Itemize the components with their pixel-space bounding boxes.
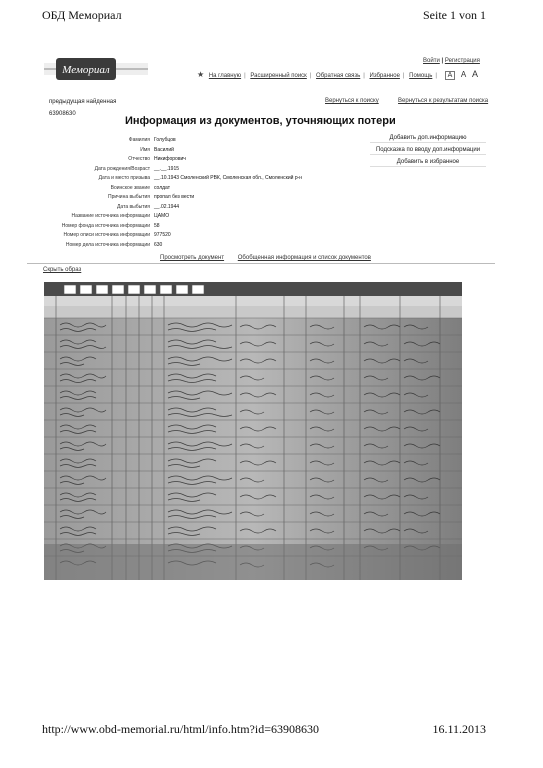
tab-divider <box>27 263 495 264</box>
field-value: 630 <box>154 241 163 248</box>
nav-help[interactable]: Помощь <box>409 73 433 79</box>
field-label: Дата выбытия <box>117 203 150 210</box>
font-size-medium[interactable]: A <box>460 70 467 79</box>
field-label: Отчество <box>128 156 150 162</box>
nav-feedback[interactable]: Обратная связь <box>316 73 361 79</box>
nav-home[interactable]: На главную <box>208 73 242 79</box>
page-title: Информация из документов, уточняющих потери <box>125 115 396 127</box>
memorial-logo[interactable] <box>44 56 148 82</box>
field-value: 977520 <box>154 232 171 238</box>
field-value: __.02.1944 <box>154 203 180 210</box>
add-info-button[interactable]: Добавить доп.информацию <box>370 134 486 143</box>
auth-separator: | <box>441 58 444 64</box>
field-value: Голубцов <box>154 137 176 143</box>
print-footer-date: 16.11.2013 <box>432 722 486 736</box>
tab-view-document[interactable]: Просмотреть документ <box>160 255 225 261</box>
field-label: Дата рождения/Возраст <box>94 165 150 172</box>
tab-summary[interactable]: Обобщенная информация и список документов <box>237 255 371 261</box>
back-to-results-link[interactable]: Вернуться к результатам поиска <box>398 98 489 104</box>
field-value: солдат <box>154 184 171 191</box>
main-nav: ★ На главную | Расширенный поиск | Обратная связь | Избранное | Помощь | A A A <box>197 69 478 79</box>
field-value: пропал без вести <box>154 194 195 200</box>
field-value: __.10.1943 Смоленский РВК, Смоленская обл., Смоленский р-н <box>154 175 303 181</box>
print-footer-url: http://www.obd-memorial.ru/html/info.htm?id=63908630 <box>42 722 319 736</box>
action-panel <box>370 134 486 170</box>
hide-image-link[interactable]: Скрыть образ <box>43 267 82 273</box>
field-label: Причина выбытия <box>108 194 150 200</box>
field-label: Дата и место призыва <box>98 175 150 181</box>
add-to-favorites-button[interactable]: Добавить в избранное <box>370 158 486 167</box>
field-value: ЦАМО <box>154 213 170 219</box>
field-label: Имя <box>140 146 150 153</box>
field-label: Название источника информации <box>71 213 150 219</box>
nav-advanced-search[interactable]: Расширенный поиск <box>250 73 307 79</box>
field-label: Номер дела источника информации <box>65 241 150 248</box>
record-id: 63908630 <box>49 111 76 117</box>
nav-favorites[interactable]: Избранное <box>369 73 400 79</box>
register-link[interactable]: Регистрация <box>444 58 480 64</box>
print-header-page: Seite 1 von 1 <box>423 8 486 22</box>
star-icon: ★ <box>197 70 205 79</box>
back-links <box>325 98 488 104</box>
back-to-search-link[interactable]: Вернуться к поиску <box>325 98 379 104</box>
document-tabs <box>160 255 371 261</box>
field-label: Фамилия <box>128 137 150 143</box>
field-value: Никифорович <box>154 156 186 162</box>
login-link[interactable]: Войти <box>423 58 440 64</box>
print-header-site: ОБД Мемориал <box>42 8 122 22</box>
field-value: 58 <box>154 222 160 229</box>
field-value: __.__.1915 <box>154 165 180 172</box>
scanned-document-image <box>44 282 462 580</box>
font-size-small[interactable]: A <box>445 71 456 80</box>
input-hint-button[interactable]: Подсказка по вводу доп.информации <box>370 146 486 155</box>
field-label: Воинское звание <box>110 184 150 191</box>
font-size-large[interactable]: A <box>471 69 478 79</box>
svg-text:Мемориал: Мемориал <box>62 64 110 76</box>
auth-links <box>423 58 480 64</box>
field-label: Номер описи источника информации <box>63 232 150 238</box>
field-label: Номер фонда источника информации <box>61 222 150 229</box>
prev-found-link[interactable]: предыдущая найденная <box>49 99 117 105</box>
field-value: Василий <box>154 146 174 153</box>
